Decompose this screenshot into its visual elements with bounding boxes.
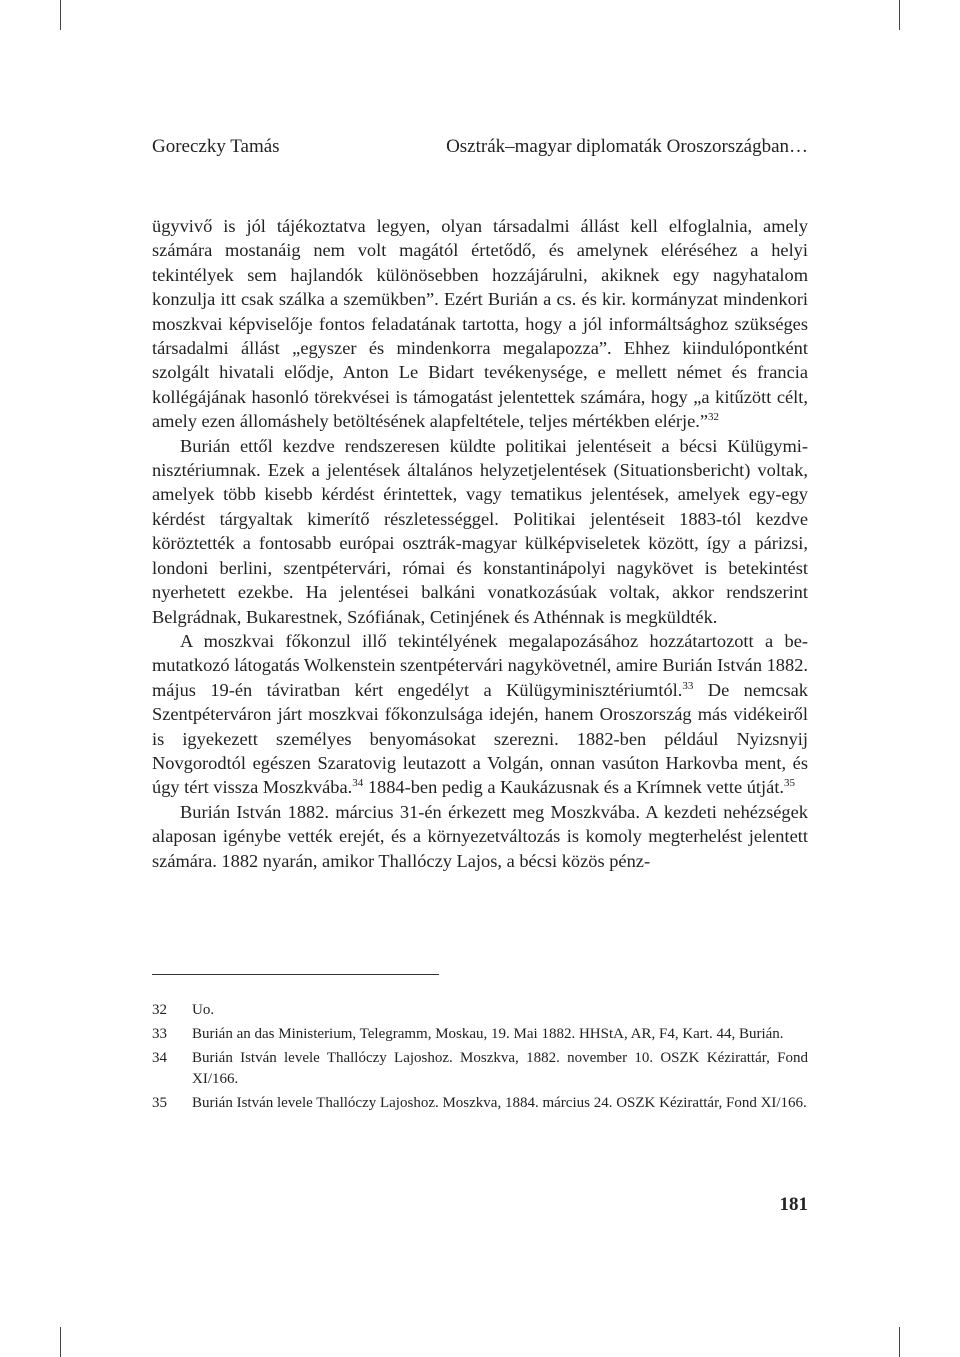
paragraph-1 bbox=[152, 214, 808, 434]
paragraph-3-text-a: A moszkvai főkonzul illő tekintélyének megalapozásához hozzátartozott a bemutatkozó látogatás Wolkenstein szentpétervári nagykövetnél, amire Burián István 1882. május 19-én táviratban kért engedélyt a Külügyminisztériumtól. bbox=[152, 630, 808, 700]
crop-mark-bottom-right bbox=[899, 1327, 900, 1357]
footnote bbox=[152, 1000, 808, 1021]
footnote-text: Uo. bbox=[192, 1002, 215, 1018]
footnote bbox=[152, 1024, 808, 1045]
footnote-ref-32: 32 bbox=[708, 411, 720, 424]
paragraph-4: Burián István 1882. március 31-én érkezett meg Moszkvába. A kezdeti nehézségek alaposan igénybe vették erejét, és a környezetváltozás is komoly megterhelést jelentett számára. 1882 nyarán, amikor Thallóczy Lajos, a bécsi közös pénz- bbox=[152, 801, 808, 871]
crop-mark-bottom-left bbox=[60, 1327, 61, 1357]
footnote-number: 33 bbox=[152, 1026, 167, 1042]
footnote-number: 34 bbox=[152, 1050, 167, 1066]
footnote bbox=[152, 1048, 808, 1090]
paragraph-2: Burián ettől kezdve rendszeresen küldte politikai jelentéseit a bécsi Külügyminisztériumnak. Ezek a jelentések általános helyzetjelentések (Situationsbericht) voltak, amelyek több kisebb kérdést érintettek, vagy tematikus jelentések, amelyek egy-egy kérdést tárgyaltak kimerítő részletességgel. Politikai jelentéseit 1883-tól kezdve köröztették a fontosabb európai osztrák-magyar külképviseletek között, így a párizsi, londoni berlini, szentpétervári, római és konstantinápolyi nagykövet is betekintést nyerhetett ezekbe. Ha jelentései balkáni vonatkozásúak voltak, akkor rendszerint Belgrádnak, Bukarestnek, Szófiának, Cetinjének és Athénnak is megküldték. bbox=[152, 435, 808, 627]
paragraph-3-text-c: 1884-ben pedig a Kaukázusnak és a Krímnek vette útját. bbox=[363, 777, 785, 798]
header-author: Goreczky Tamás bbox=[152, 136, 280, 157]
paragraph-3-text-b: De nemcsak Szentpéterváron járt moszkvai főkonzulsága idején, hanem Oroszország más vidékeiről is igyekezett személyes benyomásokat szerezni. 1882-ben például Nyizsnyij Novgorodtól egészen Szaratovig leutazott a Volgán, onnan vasúton Harkovba ment, és úgy tért vissza Moszkvába. bbox=[152, 679, 808, 798]
footnote-text: Burián an das Ministerium, Telegramm, Moskau, 19. Mai 1882. HHStA, AR, F4, Kart. 44, Burián. bbox=[192, 1026, 784, 1042]
crop-mark-top-right bbox=[899, 0, 900, 30]
footnote-number: 32 bbox=[152, 1002, 167, 1018]
footnote-text: Burián István levele Thallóczy Lajoshoz. Moszkva, 1882. november 10. OSZK Kézirattár, Fond XI/166. bbox=[192, 1050, 808, 1087]
paragraph-3 bbox=[152, 629, 808, 800]
footnote-number: 35 bbox=[152, 1095, 167, 1111]
running-header bbox=[152, 136, 808, 164]
main-text bbox=[152, 214, 808, 873]
footnote bbox=[152, 1093, 808, 1114]
page-number: 181 bbox=[779, 1194, 808, 1215]
footnote-ref-35: 35 bbox=[784, 777, 796, 790]
header-title: Osztrák–magyar diplomaták Oroszországban… bbox=[446, 136, 808, 157]
footnote-separator bbox=[152, 974, 439, 975]
footnote-ref-34: 34 bbox=[352, 777, 364, 790]
footnotes bbox=[152, 1000, 808, 1117]
paragraph-1-text: ügyvivő is jól tájékoztatva legyen, olyan társadalmi állást kell elfoglalnia, amely számára mostanáig nem volt magától értetődő, és amelynek eléréséhez a helyi tekintélyek sem hajlandók különösebben hozzájárulni, akiknek egy nagyhatalom konzulja itt csak szálka a szemükben”. Ezért Burián a cs. és kir. kormányzat mindenkori moszkvai képviselője fontos feladatának tartotta, hogy a jól informáltsághoz szükséges társadalmi állást „egyszer és mindenkorra megalapozza”. Ehhez kiindulópontként szolgált hivatali elődje, Anton Le Bidart tevékenysége, e mellett német és francia kollégájának hasonló törekvései is támogatást jelentettek számára, hogy „a kitűzött célt, amely ezen állomáshely betöltésének alapfeltétele, teljes mértékben elérje.” bbox=[152, 216, 808, 432]
crop-mark-top-left bbox=[60, 0, 61, 30]
footnote-ref-33: 33 bbox=[682, 679, 694, 692]
footnote-text: Burián István levele Thallóczy Lajoshoz. Moszkva, 1884. március 24. OSZK Kézirattár, Fond XI/166. bbox=[192, 1095, 807, 1111]
